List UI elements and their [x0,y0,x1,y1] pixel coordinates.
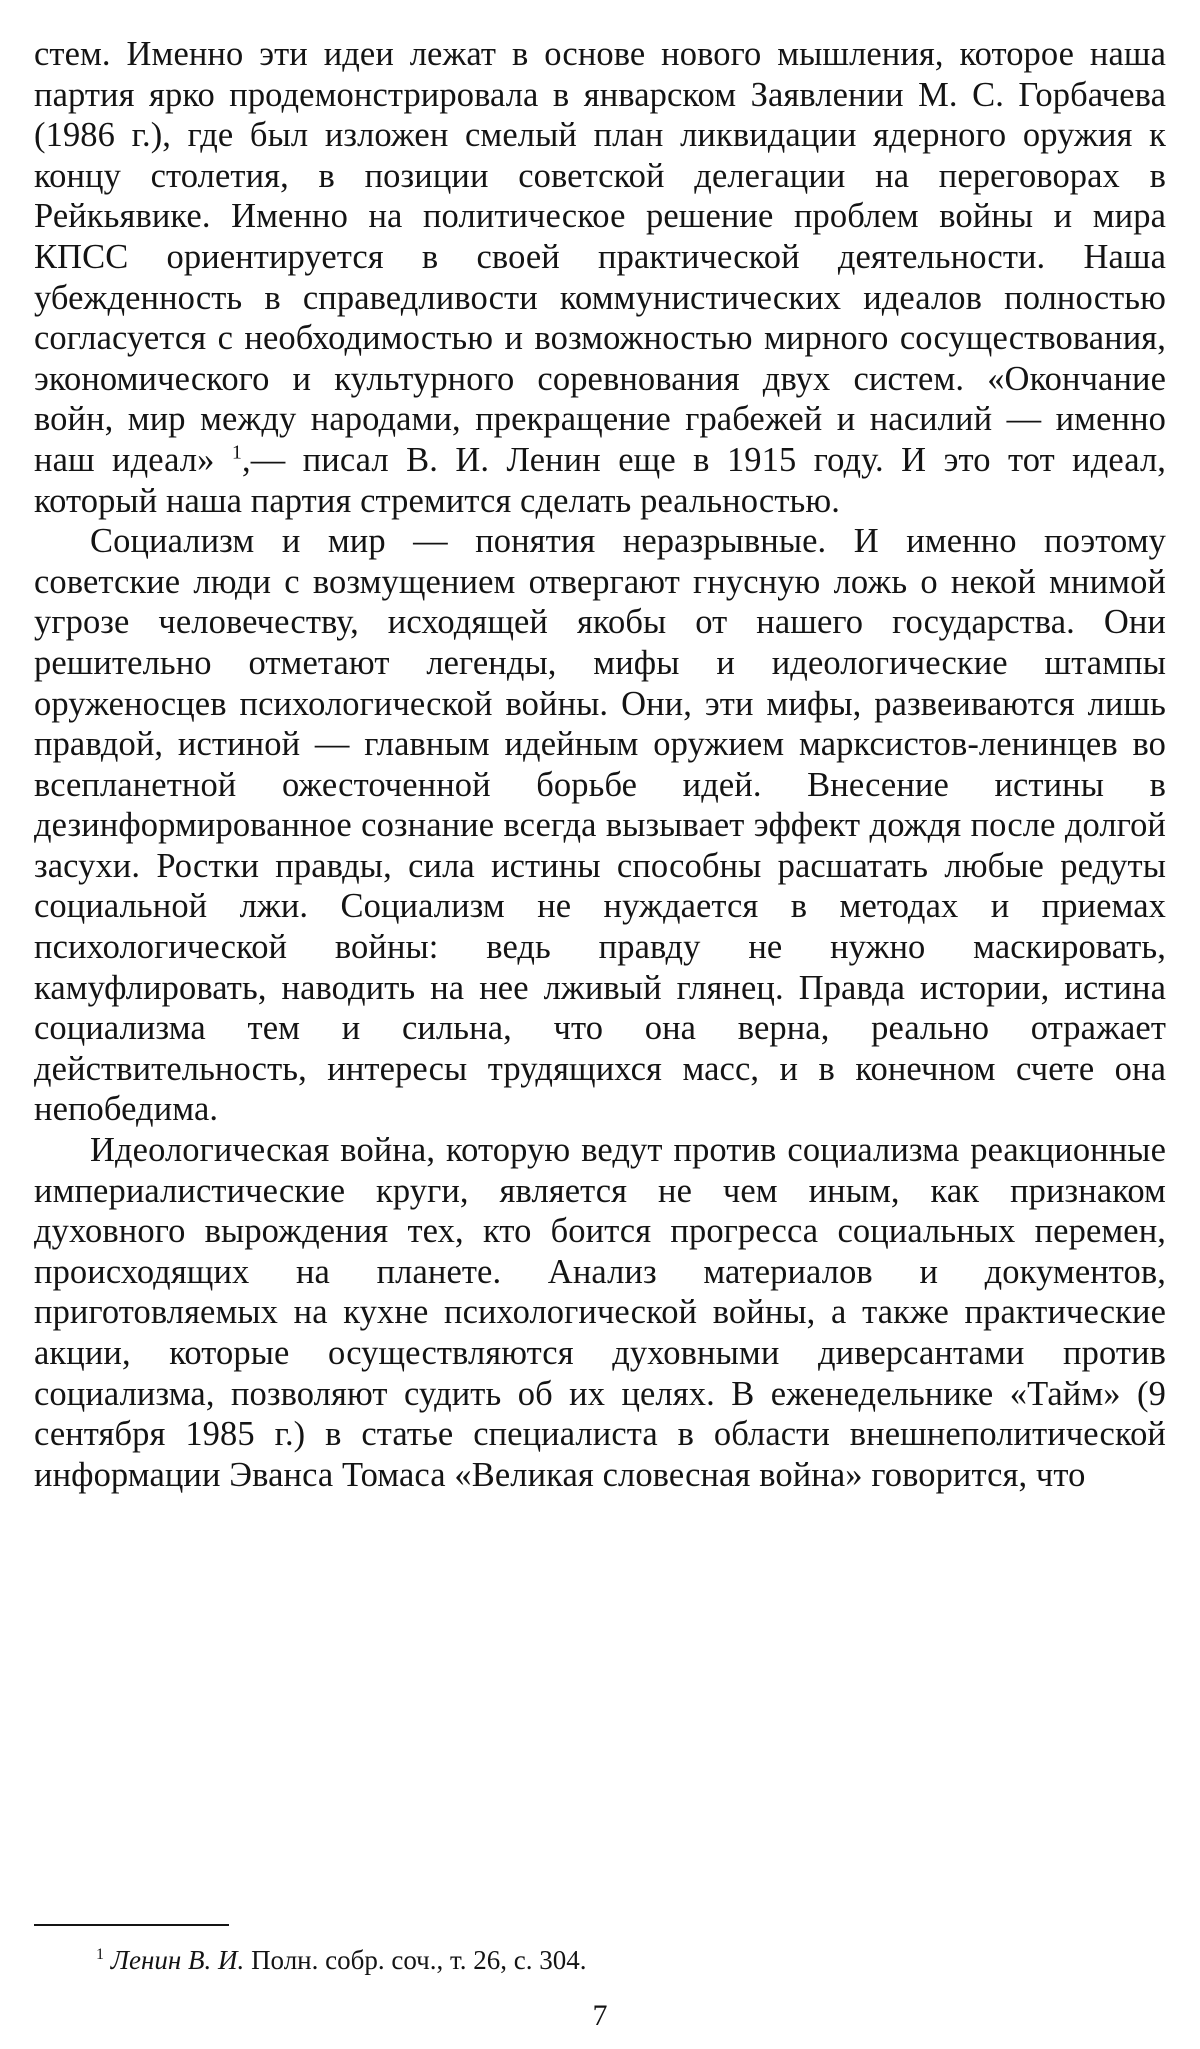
page-body [34,34,1166,1495]
footnote-citation: Полн. собр. соч., т. 26, с. 304. [251,1945,587,1975]
page-number: 7 [592,1999,608,2032]
paragraph-1 [34,34,1166,521]
paragraph-3: Идеологическая война, которую ведут против социализма реакционные империалистические круги, является не чем иным, как признаком духовного вырождения тех, кто боится прогресса социальных перемен, происходящих на планете. Анализ материалов и документов, приготовляемых на кухне психологической войны, а также практические акции, которые осуществляются духовными диверсантами против социализма, позволяют судить об их целях. В еженедельнике «Тайм» (9 сентября 1985 г.) в статье специалиста в области внешнеполитической информации Эванса Томаса «Великая словесная война» говорится, что [34,1131,1166,1494]
paragraph-1-text-continued: ,— писал В. И. Ленин еще в 1915 году. И это тот идеал, который наша партия стремится сделать реальностью. [34,440,1166,520]
footnote-divider [34,1924,229,1926]
paragraph-2: Социализм и мир — понятия неразрывные. И именно поэтому советские люди с возмущением отвергают гнусную ложь о некой мнимой угрозе человечеству, исходящей якобы от нашего государства. Они решительно отметают легенды, мифы и идеологические штампы оруженосцев психологической войны. Они, эти мифы, развеиваются лишь правдой, истиной — главным идейным оружием марксистов-ленинцев во всепланетной ожесточенной борьбе идей. Внесение истины в дезинформированное сознание всегда вызывает эффект дождя после долгой засухи. Ростки правды, сила истины способны расшатать любые редуты социальной лжи. Социализм не нуждается в методах и приемах психологической войны: ведь правду не нужно маскировать, камуфлировать, наводить на нее лживый глянец. Правда истории, истина социализма тем и сильна, что она верна, реально отражает действительность, интересы трудящихся масс, и в конечном счете она непобедима. [34,522,1166,1129]
paragraph-1-text: стем. Именно эти идеи лежат в основе нового мышления, которое наша партия ярко продемонстрировала в январском Заявлении М. С. Горбачева (1986 г.), где был изложен смелый план ликвидации ядерного оружия к концу столетия, в позиции советской делегации на переговорах в Рейкьявике. Именно на политическое решение проблем войны и мира КПСС ориентируется в своей практической деятельности. Наша убежденность в справедливости коммунистических идеалов полностью согласуется с необходимостью и возможностью мирного сосуществования, экономического и культурного соревнования двух систем. «Окончание войн, мир между народами, прекращение грабежей и насилий — именно наш идеал» [34,35,1166,479]
footnote-author: Ленин В. И. [110,1945,245,1975]
footnote-reference[interactable]: 1 [231,441,242,464]
footnote [96,1944,586,1976]
footnote-number: 1 [96,1946,104,1963]
